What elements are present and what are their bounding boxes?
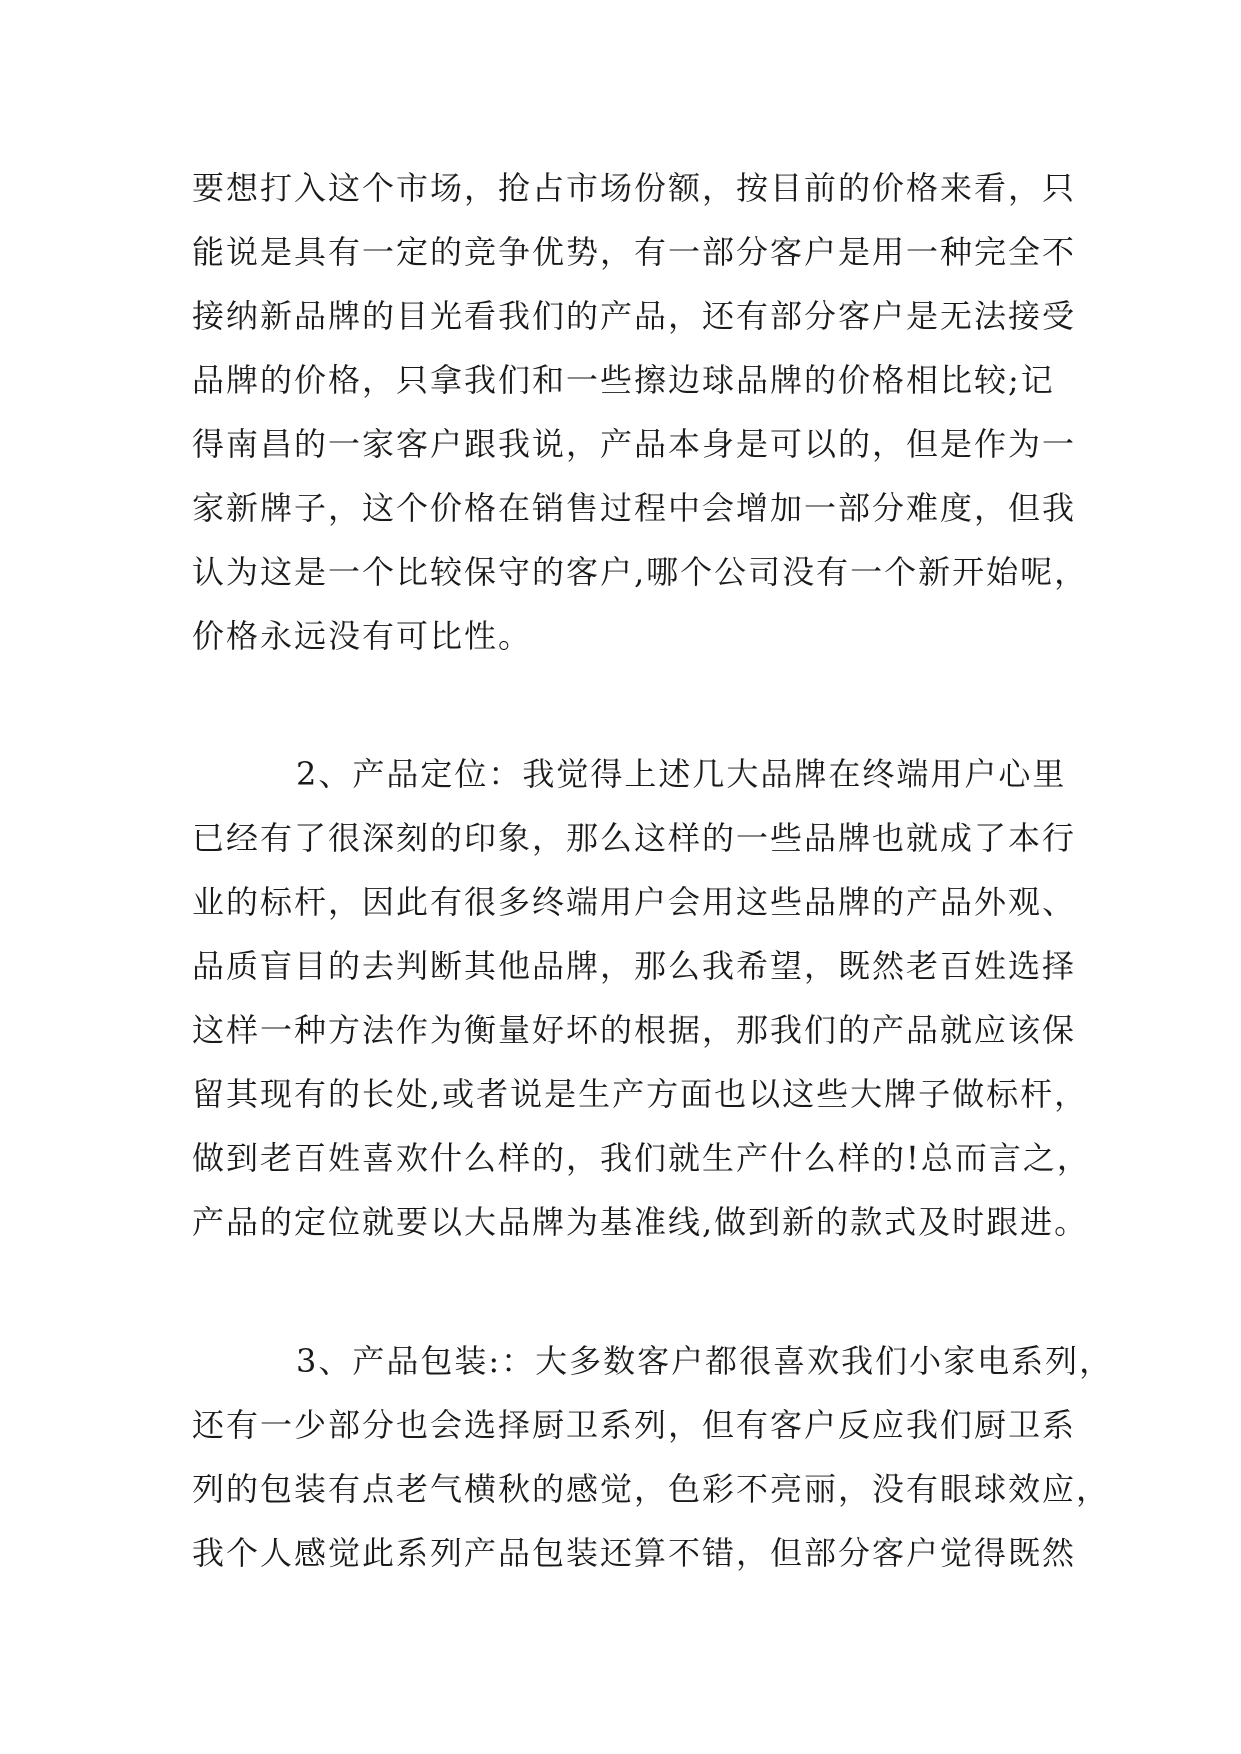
text-line: 3、产品包装:：大多数客户都很喜欢我们小家电系列， xyxy=(296,1342,1114,1380)
paragraph-product-positioning xyxy=(192,742,1091,1254)
text-line: 价格永远没有可比性。 xyxy=(192,617,533,655)
text-line: 品牌的价格，只拿我们和一些擦边球品牌的价格相比较;记 xyxy=(192,361,1055,399)
text-line: 还有一少部分也会选择厨卫系列，但有客户反应我们厨卫系 xyxy=(192,1406,1077,1444)
text-line: 我个人感觉此系列产品包装还算不错，但部分客户觉得既然 xyxy=(192,1534,1077,1572)
text-line: 做到老百姓喜欢什么样的，我们就生产什么样的!总而言之， xyxy=(192,1139,1091,1177)
text-line: 这样一种方法作为衡量好坏的根据，那我们的产品就应该保 xyxy=(192,1011,1077,1049)
paragraph-pricing xyxy=(192,156,1089,668)
text-line: 留其现有的长处,或者说是生产方面也以这些大牌子做标杆， xyxy=(192,1075,1089,1113)
paragraph-product-packaging xyxy=(192,1329,1114,1585)
text-line: 列的包装有点老气横秋的感觉，色彩不亮丽，没有眼球效应， xyxy=(192,1470,1111,1508)
text-line: 2、产品定位：我觉得上述几大品牌在终端用户心里 xyxy=(296,755,1067,793)
text-line: 品质盲目的去判断其他品牌，那么我希望，既然老百姓选择 xyxy=(192,947,1077,985)
text-line: 产品的定位就要以大品牌为基准线,做到新的款式及时跟进。 xyxy=(192,1203,1089,1241)
text-line: 要想打入这个市场，抢占市场份额，按目前的价格来看，只 xyxy=(192,169,1077,207)
text-line: 业的标杆，因此有很多终端用户会用这些品牌的产品外观、 xyxy=(192,883,1077,921)
text-line: 得南昌的一家客户跟我说，产品本身是可以的，但是作为一 xyxy=(192,425,1077,463)
text-line: 能说是具有一定的竞争优势，有一部分客户是用一种完全不 xyxy=(192,233,1077,271)
text-line: 认为这是一个比较保守的客户,哪个公司没有一个新开始呢， xyxy=(192,553,1089,591)
text-line: 接纳新品牌的目光看我们的产品，还有部分客户是无法接受 xyxy=(192,297,1077,335)
text-line: 已经有了很深刻的印象，那么这样的一些品牌也就成了本行 xyxy=(192,819,1077,857)
text-line: 家新牌子，这个价格在销售过程中会增加一部分难度，但我 xyxy=(192,489,1077,527)
